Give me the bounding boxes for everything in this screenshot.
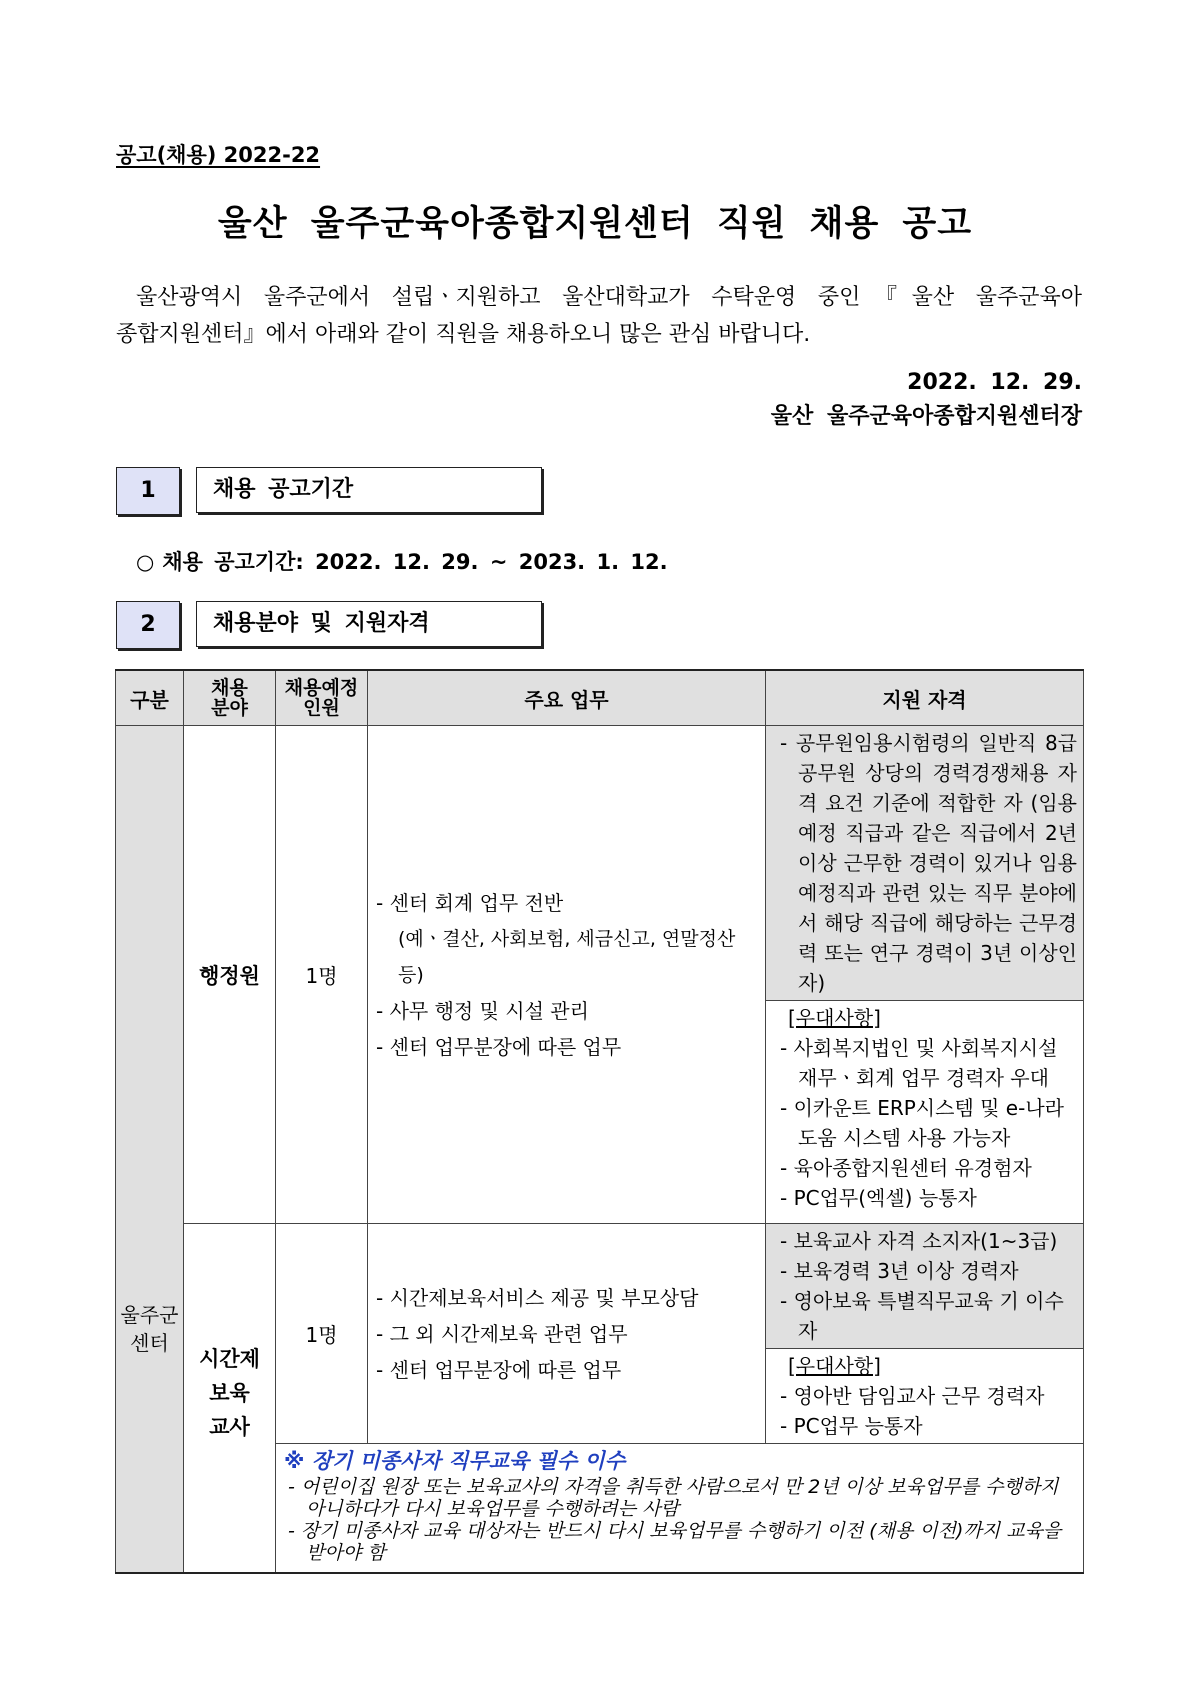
section-1-number: 1 <box>116 467 180 515</box>
duties-cell-admin: - 센터 회계 업무 전반 (예ㆍ결산, 사회보험, 세금신고, 연말정산 등) - 사무 행정 및 시설 관리 - 센터 업무분장에 따른 업무 <box>368 726 766 1224</box>
note-line: - 어린이집 원장 또는 보육교사의 자격을 취득한 사람으로서 만 2년 이상 보육업무를 수행하지 아니하다가 다시 보육업무를 수행하려는 사람 <box>288 1476 1059 1520</box>
note-line: - 장기 미종사자 교육 대상자는 반드시 다시 보육업무를 수행하기 이전 (채용 이전)까지 교육을 받아야 함 <box>288 1520 1062 1564</box>
page-title: 울산 울주군육아종합지원센터 직원 채용 공고 <box>217 204 973 244</box>
header-category: 구분 <box>116 670 184 726</box>
note-cell <box>276 1444 1084 1574</box>
application-period-text: 채용 공고기간: 2022. 12. 29. ~ 2023. 1. 12. <box>162 550 668 574</box>
issue-date: 2022. 12. 29. <box>907 370 1082 395</box>
preferences-cell-admin: [우대사항] - 사회복지법인 및 사회복지시설 재무ㆍ회계 업무 경력자 우대 - 이카운트 ERP시스템 및 e-나라도움 시스템 사용 가능자 - 육아종합지원센터 유경험자 - PC업무(엑셀) 능통자 <box>766 1001 1084 1224</box>
count-cell-admin: 1명 <box>276 726 368 1224</box>
requirements-cell-teacher: - 보육교사 자격 소지자(1~3급) - 보육경력 3년 이상 경력자 - 영아보육 특별직무교육 기 이수자 <box>766 1224 1084 1349</box>
count-cell-teacher: 1명 <box>276 1224 368 1444</box>
header-duties: 주요 업무 <box>368 670 766 726</box>
issuer-name: 울산 울주군육아종합지원센터장 <box>770 404 1082 429</box>
header-count: 채용예정 인원 <box>276 670 368 726</box>
header-field: 채용 분야 <box>184 670 276 726</box>
field-cell-admin: 행정원 <box>184 726 276 1224</box>
section-2-number: 2 <box>116 601 180 649</box>
intro-line-2: 종합지원센터』에서 아래와 같이 직원을 채용하오니 많은 관심 바랍니다. <box>116 322 811 347</box>
preferences-cell-teacher: [우대사항] - 영아반 담임교사 근무 경력자 - PC업무 능통자 <box>766 1349 1084 1444</box>
issuer-block <box>771 366 1082 434</box>
notice-number: 공고(채용) 2022-22 <box>116 143 321 167</box>
intro-paragraph <box>116 279 1082 353</box>
table-row <box>116 1224 1084 1349</box>
recruitment-table <box>115 669 1084 1574</box>
note-title: ※ 장기 미종사자 직무교육 필수 이수 <box>284 1449 625 1473</box>
application-period <box>136 546 668 576</box>
table-header-row <box>116 670 1084 726</box>
section-2-title: 채용분야 및 지원자격 <box>196 601 542 647</box>
table-row <box>116 726 1084 1001</box>
bullet-circle-icon: ○ <box>136 550 155 574</box>
duties-cell-teacher: - 시간제보육서비스 제공 및 부모상담 - 그 외 시간제보육 관련 업무 - 센터 업무분장에 따른 업무 <box>368 1224 766 1444</box>
requirements-cell-admin: - 공무원임용시험령의 일반직 8급 공무원 상당의 경력경쟁채용 자격 요건 기준에 적합한 자 (임용 예정 직급과 같은 직급에서 2년 이상 근무한 경력이 있거나 임용 예정직과 관련 있는 직무 분야에서 해당 직급에 해당하는 근무경력 또는 연구 경력이 3년 이상인 자) <box>766 726 1084 1001</box>
category-cell: 울주군 센터 <box>116 726 184 1574</box>
intro-line-1: 울산광역시 울주군에서 설립ㆍ지원하고 울산대학교가 수탁운영 중인『울산 울주군육아 <box>136 285 1082 310</box>
header-qualifications: 지원 자격 <box>766 670 1084 726</box>
section-1-title: 채용 공고기간 <box>196 467 542 513</box>
field-cell-teacher: 시간제 보육 교사 <box>184 1224 276 1574</box>
